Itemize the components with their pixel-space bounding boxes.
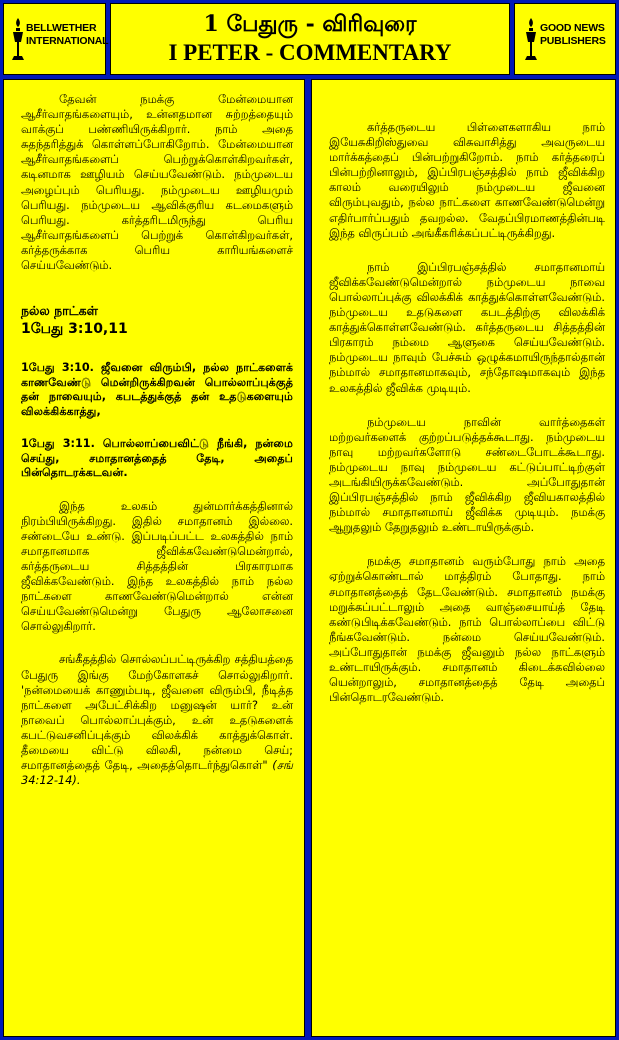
section-heading-ref: 1பேது 3:10,11 — [21, 321, 128, 338]
paragraph: நம்முடைய நாவின் வார்த்தைகள் மற்றவர்களைக் குற்றப்படுத்தக்கூடாது. நம்முடைய நாவு மற்றவர்களோடு சண்டைபோடக்கூடாது. நம்முடைய நாவு நம்முடைய கட்டுப்பாட்டிற்குள் அடங்கியிருக்கவேண்டும். அப்போதுதான் இப்பிரபஞ்சத்தில் நாம் ஜீவிக்கிற ஜீவியகாலத்தில் நம்மால் சமாதானமாய் ஜீவிக்க முடியும். நமக்கு ஆறுதலும் தேறுதலும் உண்டாயிருக்கும். — [329, 414, 605, 535]
lamp-icon — [10, 16, 26, 64]
logo-left-text: BELLWETHER INTERNATIONAL — [26, 22, 109, 47]
paragraph: நாம் இப்பிரபஞ்சத்தில் சமாதானமாய் ஜீவிக்கவேண்டுமென்றால் நம்முடைய நாவை பொல்லாப்புக்கு விலக்கிக் காத்துக்கொள்ளவேண்டும். நம்முடைய உதடுகளை கபடத்திற்கு விலக்கிக் காத்துக்கொள்ளவேண்டும். கர்த்தருடைய சித்தத்தின் பிரகாரம் நம்மை ஆளுகை செய்யவேண்டும். நம்முடைய நாவும் பேச்சும் ஒழுக்கமாயிருந்தால்தான் நம்மால் சமாதானமாகவும், சந்தோஷமாகவும் இந்த உலகத்தில் ஜீவிக்க முடியும். — [329, 259, 605, 395]
paragraph: இந்த உலகம் துன்மார்க்கத்தினால் நிரம்பியிருக்கிறது. இதில் சமாதானம் இல்லை. சண்டையே உண்டு. இப்படிப்பட்ட உலகத்தில் நாம் சமாதானமாக ஜீவிக்கவேண்டுமென்றால், கர்த்தருடைய சித்தத்தின் பிரகாரமாக ஜீவிக்கவேண்டும். இந்த உலகத்தில் நாம் நல்ல நாட்களை காணவேண்டுமென்றால் என்ன செய்யவேண்டுமென்று பேதுரு ஆலோசனை சொல்லுகிறார். — [21, 498, 293, 634]
page-title-box — [110, 3, 510, 75]
section-heading-title: நல்ல நாட்கள் — [21, 303, 98, 319]
bellwether-logo — [3, 3, 109, 75]
verse-text: 1பேது 3:10. ஜீவனை விரும்பி, நல்ல நாட்களைக் காணவேண்டு மென்றிருக்கிறவன் பொல்லாப்புக்குத் தன் நாவையும், கபடத்துக்குத் தன் உதடுகளையும் விலக்கிக்காத்து, — [21, 361, 293, 418]
left-column — [3, 79, 305, 1037]
paragraph — [21, 652, 293, 788]
logo-right-text: GOOD NEWS PUBLISHERS — [540, 22, 606, 47]
verse-text: 1பேது 3:11. பொல்லாப்பைவிட்டு நீங்கி, நன்மை செய்து, சமாதானத்தைத் தேடி, அதைப் பின்தொடரக்கடவன். — [21, 437, 293, 480]
page-title-tamil: 1 பேதுரு - விரிவுரை — [203, 11, 417, 37]
lamp-icon — [523, 16, 539, 64]
quote-reference: (சங் 34:12-14). — [21, 758, 293, 788]
page-title-english: I PETER - COMMENTARY — [168, 40, 452, 65]
good-news-logo — [514, 3, 616, 75]
section-heading — [21, 301, 293, 339]
right-column — [311, 79, 616, 1037]
quote-text: சங்கீதத்தில் சொல்லப்பட்டிருக்கிற சத்தியத்தை பேதுரு இங்கு மேற்கோளகச் சொல்லுகிறார். 'நன்மையைக் காணும்படி, ஜீவனை விரும்பி, நீடித்த நாட்களை அபேட்சிக்கிற மனுஷன் யார்? உன் நாவைப் பொல்லாப்புக்கும், உன் உதடுகளைக் கபட்டுவசனிப்புக்கும் விலக்கிக் காத்துக்கொள். தீமையை விட்டு விலகி, நன்மை செய்; சமாதானத்தைத் தேடி, அதைத்தொடர்ந்துகொள்" — [21, 652, 293, 773]
paragraph: கர்த்தருடைய பிள்ளைகளாகிய நாம் இயேசுகிறிஸ்துவை விசுவாசித்து அவருடைய மார்க்கத்தைப் பின்பற்றுகிறோம். நாம் கர்த்தரைப் பின்பற்றினாலும், இப்பிரபஞ்சத்தில் நாம் ஜீவிக்கிற காலம் வரையிலும் நம்முடைய ஜீவனை விரும்புவதும், நல்ல நாட்களை காணவேண்டுமென்று எதிர்பார்ப்பதும் தவறல்ல. வேதப்பிரமாணத்தின்படி இந்த விருப்பம் அங்கீகரிக்கப்பட்டிருக்கிறது. — [329, 120, 605, 240]
paragraph: நமக்கு சமாதானம் வரும்போது நாம் அதை ஏற்றுக்கொண்டால் மாத்திரம் போதாது. நாம் சமாதானத்தைத் தேடவேண்டும். சமாதானம் நமக்கு மறுக்கப்பட்டாலும் அதை வாஞ்சையாய்த் தேடி கண்டுபிடிக்கவேண்டும். நாம் பொல்லாப்பை விட்டு நீங்கவேண்டும். நன்மை செய்யவேண்டும். அப்போதுதான் நமக்கு ஜீவனும் நல்ல நாட்களும் உண்டாயிருக்கும். சமாதானம் கிடைக்கவில்லை யென்றாலும், சமாதானத்தைத் தேடி அதைப் பின்தொடரவேண்டும். — [329, 554, 605, 705]
paragraph: தேவன் நமக்கு மேன்மையான ஆசீர்வாதங்களையும், உன்னதமான சுற்றத்தையும் வாக்குப் பண்ணியிருக்கிறார். நாம் அதை சுதந்தரித்துக் கொள்ளப்போகிறோம். மேன்மையான ஆசீர்வாதங்களைப் பெற்றுக்கொள்கிறவர்கள், கடினமாக ஊழியம் செய்யவேண்டும். நம்முடைய அழைப்பும் பெரியது. நம்முடைய ஊழியமும் பெரியது. நம்முடைய ஆவிக்குரிய கடமைகளும் பெரியது. கர்த்தரிடமிருந்து பெரிய ஆசீர்வாதங்களைப் பெற்றுக் கொள்கிறவர்கள், கர்த்தருக்காக பெரிய காரியங்களைச் செய்யவேண்டும். — [21, 92, 293, 273]
